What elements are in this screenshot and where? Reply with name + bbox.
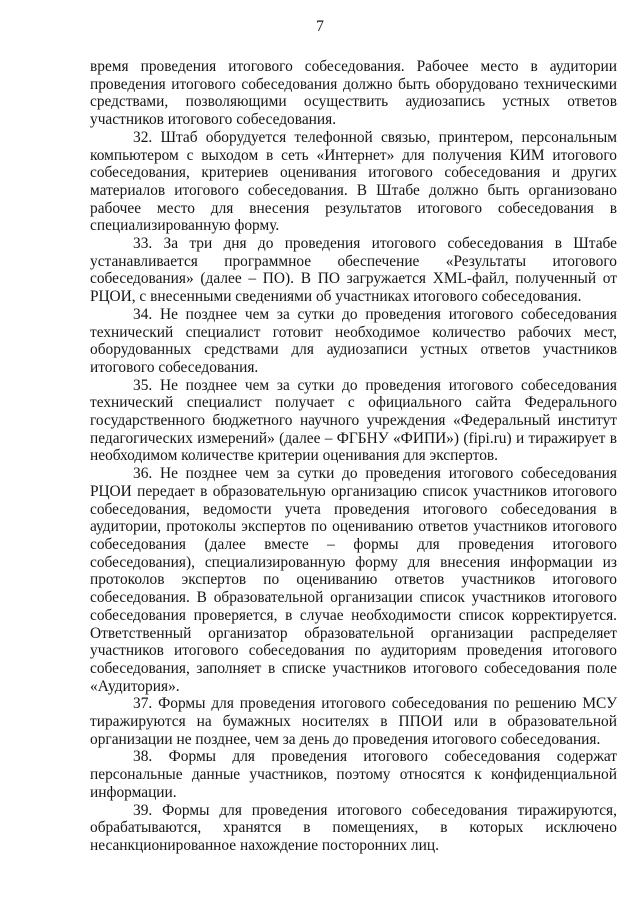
paragraph-32: 32. Штаб оборудуется телефонной связью, принтером, персональным компьютером с выходом в сеть «Интернет» для получения КИМ итогового собеседования, критериев оценивания итогового собеседования и других материалов итогового собеседования. В Штабе должно быть организовано рабочее место для внесения результатов итогового собеседования в специализированную форму. (90, 128, 617, 235)
paragraph-39: 39. Формы для проведения итогового собеседования тиражируются, обрабатываются, хранятся в помещениях, в которых исключено несанкционированное нахождение посторонних лиц. (90, 801, 617, 854)
paragraph-34: 34. Не позднее чем за сутки до проведения итогового собеседования технический специалист готовит необходимое количество рабочих мест, оборудованных средствами для аудиозаписи устных ответов участников итогового собеседования. (90, 305, 617, 376)
paragraph-38: 38. Формы для проведения итогового собеседования содержат персональные данные участников, поэтому относятся к конфиденциальной информации. (90, 748, 617, 801)
page-number: 7 (316, 18, 324, 35)
paragraph-33: 33. За три дня до проведения итогового собеседования в Штабе устанавливается программное обеспечение «Результаты итогового собеседования» (далее – ПО). В ПО загружается XML-файл, полученный от РЦОИ, с внесенными сведениями об участниках итогового собеседования. (90, 235, 617, 306)
paragraph-35: 35. Не позднее чем за сутки до проведения итогового собеседования технический специалист получает с официального сайта Федерального государственного бюджетного научного учреждения «Федеральный институт педагогических измерений» (далее – ФГБНУ «ФИПИ») (fipi.ru) и тиражирует в необходимом количестве критерии оценивания для экспертов. (90, 376, 617, 465)
paragraph-continuation: время проведения итогового собеседования. Рабочее место в аудитории проведения итогового собеседования должно быть оборудовано техническими средствами, позволяющими осуществить аудиозапись устных ответов участников итогового собеседования. (90, 58, 617, 129)
paragraph-37: 37. Формы для проведения итогового собеседования по решению МСУ тиражируются на бумажных носителях в ППОИ или в образовательной организации не позднее, чем за день до проведения итогового собеседования. (90, 695, 617, 748)
paragraph-36: 36. Не позднее чем за сутки до проведения итогового собеседования РЦОИ передает в образовательную организацию список участников итогового собеседования, ведомости учета проведения итогового собеседования в аудитории, протоколы экспертов по оцениванию ответов участников итогового собеседования (далее вместе – формы для проведения итогового собеседования), специализированную форму для внесения информации из протоколов экспертов по оцениванию ответов участников итогового собеседования. В образовательной организации список участников итогового собеседования проверяется, в случае необходимости список корректируется. Ответственный организатор образовательной организации распределяет участников итогового собеседования по аудиториям проведения итогового собеседования, заполняет в списке участников итогового собеседования поле «Аудитория». (90, 465, 617, 695)
document-body (90, 58, 617, 855)
